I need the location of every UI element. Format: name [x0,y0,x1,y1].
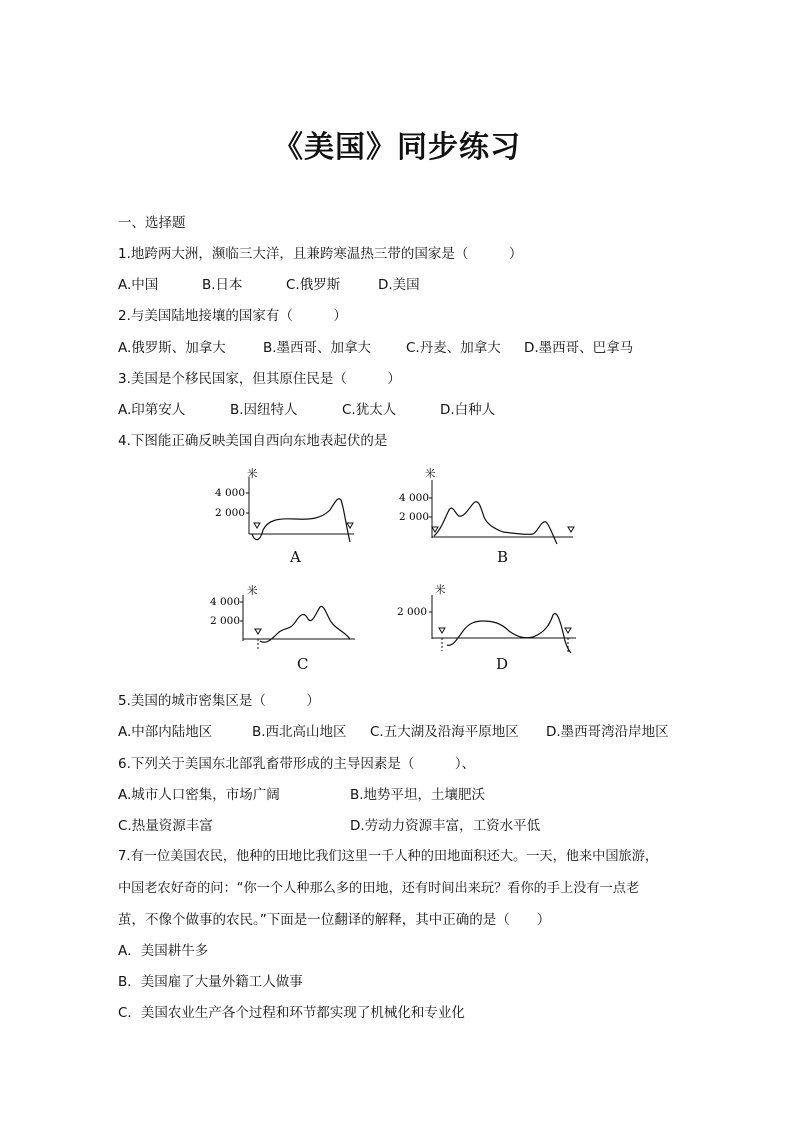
q7-option-c: C．美国农业生产各个过程和环节都实现了机械化和专业化 [118,1005,465,1021]
figure-d-tick-2000: 2 000 [396,606,427,618]
question-7-line-1: 7.有一位美国农民，他种的田地比我们这里一千人种的田地面积还大。一天，他来中国旅游， [118,849,659,864]
figure-c-tick-4000: 4 000 [209,596,240,608]
profile-figure-d [383,583,583,678]
q2-option-a: A.俄罗斯、加拿大 [118,340,226,356]
figure-b-unit: 米 [425,468,436,480]
figure-d-unit: 米 [435,584,446,596]
q1-option-a: A.中国 [118,277,159,293]
q7-option-b: B．美国雇了大量外籍工人做事 [118,974,303,990]
q3-option-d: D.白种人 [440,402,496,418]
q6-option-c: C.热量资源丰富 [118,818,213,834]
figure-b-label: B [497,548,509,566]
q6-option-d: D.劳动力资源丰富，工资水平低 [350,818,541,834]
figure-b-tick-2000: 2 000 [398,511,429,523]
q1-option-c: C.俄罗斯 [286,277,341,293]
q1-option-d: D.美国 [378,277,420,293]
profile-figure-c [200,583,370,678]
q2-option-b: B.墨西哥、加拿大 [263,340,372,356]
page-title: 《美国》同步练习 [273,130,521,165]
figure-a-tick-4000: 4 000 [214,487,245,499]
q5-option-b: B.西北高山地区 [252,724,347,740]
question-5: 5.美国的城市密集区是（ ） [118,693,320,709]
figure-c-label: C [297,655,309,673]
q3-option-c: C.犹太人 [342,402,397,418]
profile-figure-a [200,462,370,572]
figure-c-tick-2000: 2 000 [209,615,240,627]
question-3: 3.美国是个移民国家，但其原住民是（ ） [118,371,401,387]
question-1: 1.地跨两大洲，濒临三大洋，且兼跨寒温热三带的国家是（ ） [118,246,523,262]
q1-option-b: B.日本 [202,277,243,293]
q7-option-a: A．美国耕牛多 [118,943,209,959]
q5-option-d: D.墨西哥湾沿岸地区 [546,724,669,740]
figure-b-tick-4000: 4 000 [398,492,429,504]
question-2: 2.与美国陆地接壤的国家有（ ） [118,308,347,324]
figure-a-label: A [290,548,301,566]
section-heading: 一、选择题 [118,215,186,231]
question-6: 6.下列关于美国东北部乳畜带形成的主导因素是（ ）、 [118,756,476,772]
q6-option-b: B.地势平坦，土壤肥沃 [350,787,486,803]
q5-option-a: A.中部内陆地区 [118,724,213,740]
q3-option-b: B.因纽特人 [230,402,298,418]
q5-option-c: C.五大湖及沿海平原地区 [370,724,519,740]
figure-a-unit: 米 [247,468,258,480]
question-7-line-2: 中国老农好奇的问：“你一个人种那么多的田地，还有时间出来玩？看你的手上没有一点老 [118,881,640,896]
figure-c-unit: 米 [247,585,258,597]
question-4: 4.下图能正确反映美国自西向东地表起伏的是 [118,433,388,449]
q6-option-a: A.城市人口密集，市场广阔 [118,787,280,803]
question-7-line-3: 茧，不像个做事的农民。”下面是一位翻译的解释，其中正确的是（ ） [118,912,551,928]
figure-a-tick-2000: 2 000 [214,507,245,519]
q2-option-c: C.丹麦、加拿大 [406,340,501,356]
profile-figure-b [383,462,583,572]
q2-option-d: D.墨西哥、巴拿马 [524,340,634,356]
figure-d-label: D [496,655,509,673]
q3-option-a: A.印第安人 [118,402,186,418]
